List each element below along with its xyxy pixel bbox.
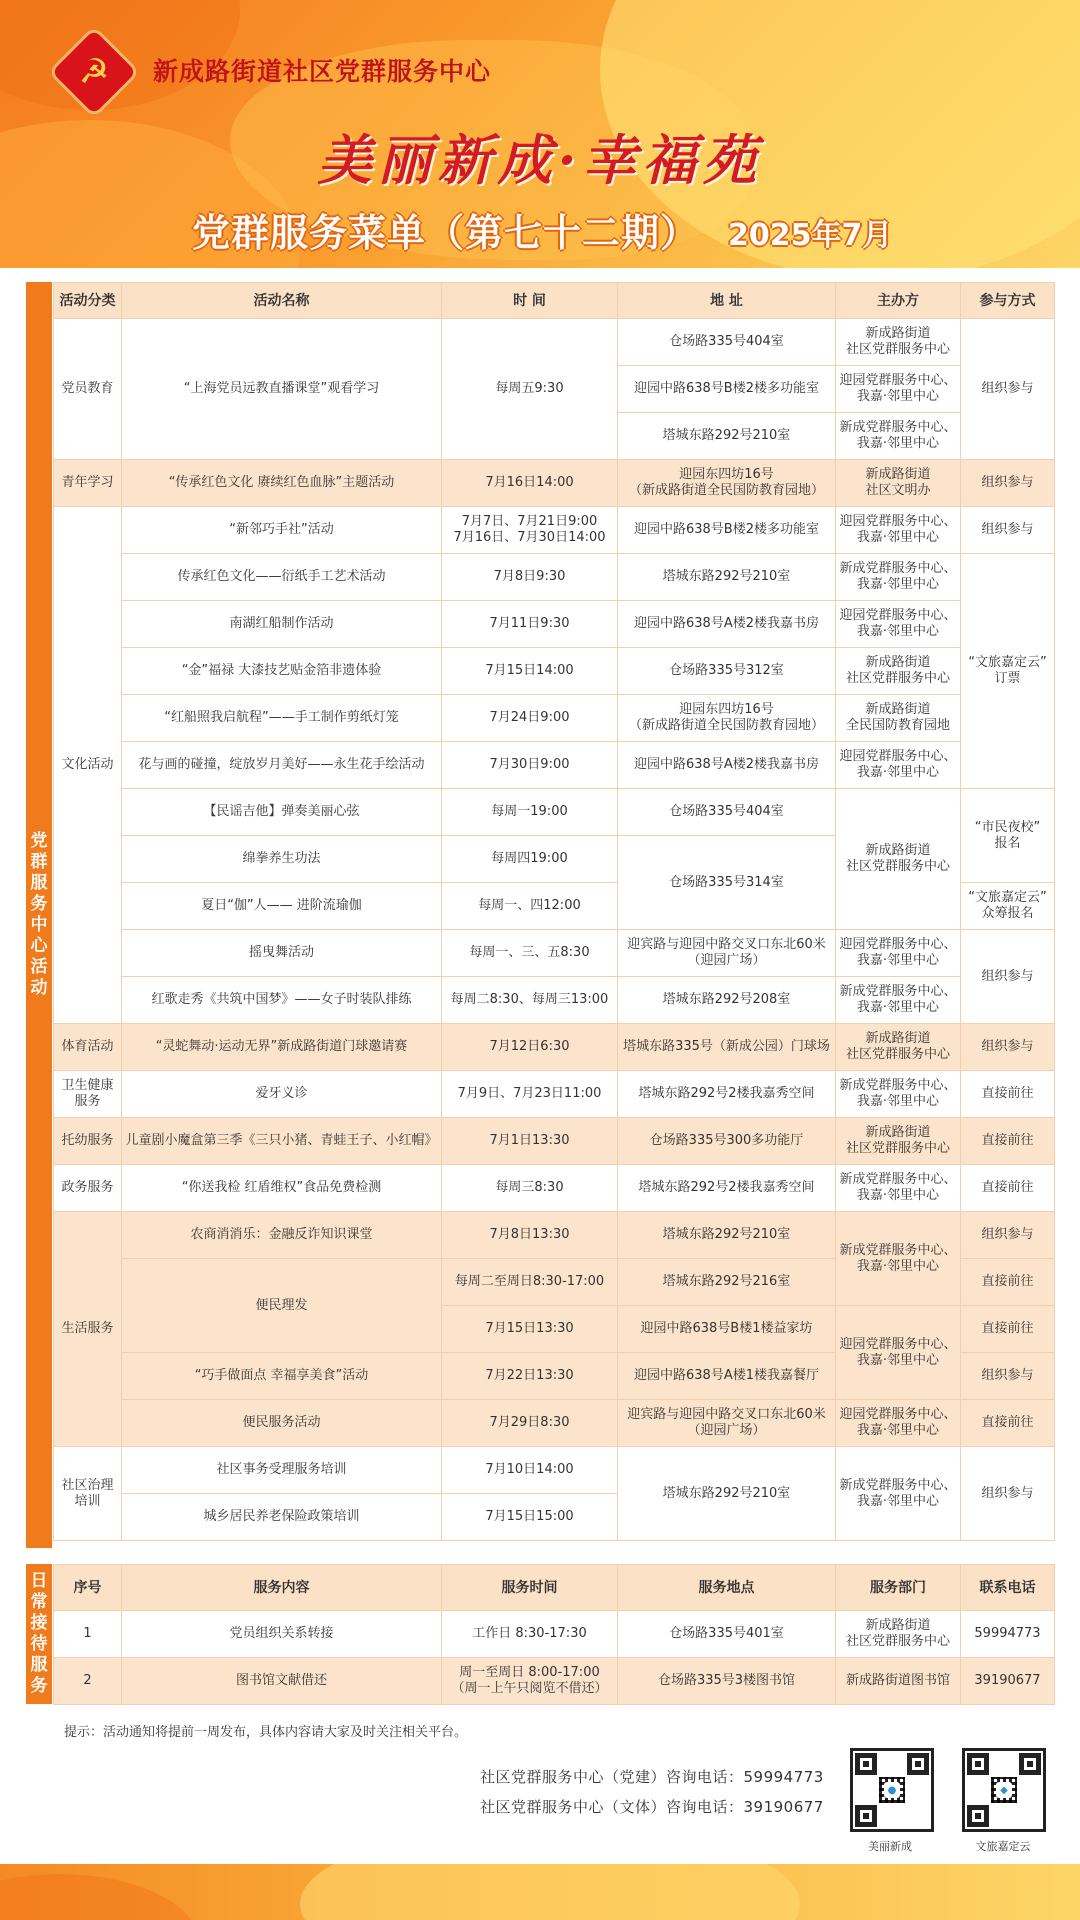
activity-time: 7月11日9:30 (442, 601, 618, 648)
activity-name: “红船照我启航程”——手工制作剪纸灯笼 (122, 695, 442, 742)
activity-address: 迎园中路638号B楼2楼多功能室 (618, 507, 836, 554)
category-cell: 政务服务 (54, 1165, 122, 1212)
participation-mode: “文旅嘉定云” 众筹报名 (961, 883, 1055, 930)
service-phone: 39190677 (961, 1658, 1055, 1705)
activity-name: “新邻巧手社”活动 (122, 507, 442, 554)
qr-finder (967, 1805, 989, 1827)
activity-address: 迎园中路638号A楼2楼我嘉书房 (618, 742, 836, 789)
activity-host: 新成党群服务中心、 我嘉·邻里中心 (836, 1212, 961, 1306)
daily-service-table (53, 1564, 1055, 1705)
participation-mode: 组织参与 (961, 507, 1055, 554)
participation-mode: 直接前往 (961, 1165, 1055, 1212)
activity-name: 绵拳养生功法 (122, 836, 442, 883)
participation-mode: 直接前往 (961, 1071, 1055, 1118)
participation-mode: 组织参与 (961, 1447, 1055, 1541)
table-row (54, 977, 1055, 1024)
participation-mode: 组织参与 (961, 460, 1055, 507)
hammer-sickle-icon: ☭ (78, 52, 110, 92)
participation-mode: “文旅嘉定云” 订票 (961, 554, 1055, 789)
activity-host: 迎园党群服务中心、 我嘉·邻里中心 (836, 1306, 961, 1400)
activity-host: 新成路街道 社区党群服务中心 (836, 1118, 961, 1165)
activity-time: 7月12日6:30 (442, 1024, 618, 1071)
qr-code-wenlv-jiading[interactable] (962, 1748, 1046, 1832)
participation-mode: 直接前往 (961, 1118, 1055, 1165)
table-row (54, 507, 1055, 554)
activity-host: 新成路街道 社区党群服务中心 (836, 319, 961, 366)
activity-address: 塔城东路292号216室 (618, 1259, 836, 1306)
activity-address: 迎园东四坊16号 （新成路街道全民国防教育园地） (618, 695, 836, 742)
qr-caption: 美丽新成 (868, 1840, 912, 1853)
participation-mode: 直接前往 (961, 1306, 1055, 1353)
table-row (54, 742, 1055, 789)
qr-finder (907, 1753, 929, 1775)
activity-time: 7月16日14:00 (442, 460, 618, 507)
activity-host: 新成路街道 社区党群服务中心 (836, 648, 961, 695)
activity-address: 仓场路335号404室 (618, 319, 836, 366)
service-number: 1 (54, 1611, 122, 1658)
service-number: 2 (54, 1658, 122, 1705)
activity-host: 新成路街道 社区党群服务中心 (836, 1024, 961, 1071)
table-row (54, 930, 1055, 977)
qr-finder (855, 1805, 877, 1827)
activities-section-label: 党 群 服 务 中 心 活 动 (26, 282, 52, 1548)
column-header: 地 址 (618, 283, 836, 319)
activity-address: 仓场路335号314室 (618, 836, 836, 930)
column-header: 主办方 (836, 283, 961, 319)
activity-host: 新成党群服务中心、 我嘉·邻里中心 (836, 413, 961, 460)
activity-name: 爱牙义诊 (122, 1071, 442, 1118)
activity-name: 花与画的碰撞，绽放岁月美好——永生花手绘活动 (122, 742, 442, 789)
category-cell: 社区治理培训 (54, 1447, 122, 1541)
table-row (54, 1118, 1055, 1165)
activity-time: 7月1日13:30 (442, 1118, 618, 1165)
participation-mode: 组织参与 (961, 319, 1055, 460)
table-row (54, 319, 1055, 366)
activities-table (53, 282, 1055, 1541)
participation-mode: 组织参与 (961, 930, 1055, 1024)
notice-tip: 提示：活动通知将提前一周发布，具体内容请大家及时关注相关平台。 (64, 1725, 468, 1740)
qr-logo-icon: ● (884, 1782, 900, 1798)
table-row (54, 1611, 1055, 1658)
column-header: 参与方式 (961, 283, 1055, 319)
banner-decoration (0, 1874, 200, 1920)
footer-banner (0, 1864, 1080, 1920)
activity-time: 每周四19:00 (442, 836, 618, 883)
activity-time: 7月15日14:00 (442, 648, 618, 695)
service-dept: 新成路街道 社区党群服务中心 (836, 1611, 961, 1658)
qr-caption: 文旅嘉定云 (975, 1840, 1031, 1853)
participation-mode: 组织参与 (961, 1353, 1055, 1400)
activity-name: 儿童剧小魔盒第三季《三只小猪、青蛙王子、小红帽》 (122, 1118, 442, 1165)
activity-name: 城乡居民养老保险政策培训 (122, 1494, 442, 1541)
category-cell: 文化活动 (54, 507, 122, 1024)
qr-logo-icon: ◆ (996, 1782, 1012, 1798)
qr-code-meili-xincheng[interactable] (850, 1748, 934, 1832)
activity-host: 新成路街道 社区文明办 (836, 460, 961, 507)
hotline-party: 社区党群服务中心（党建）咨询电话：59994773 (480, 1768, 824, 1786)
service-content: 党员组织关系转接 (122, 1611, 442, 1658)
qr-finder (1019, 1753, 1041, 1775)
service-dept: 新成路街道图书馆 (836, 1658, 961, 1705)
activity-name: 【民谣吉他】弹奏美丽心弦 (122, 789, 442, 836)
issue-date: 2025年7月 (728, 218, 893, 253)
table-row (54, 554, 1055, 601)
activity-time: 7月22日13:30 (442, 1353, 618, 1400)
activity-address: 塔城东路292号210室 (618, 1447, 836, 1541)
activity-address: 塔城东路292号2楼我嘉秀空间 (618, 1071, 836, 1118)
activity-address: 仓场路335号404室 (618, 789, 836, 836)
service-content: 图书馆文献借还 (122, 1658, 442, 1705)
table-row (54, 460, 1055, 507)
category-cell: 体育活动 (54, 1024, 122, 1071)
table-row (54, 1212, 1055, 1259)
category-cell: 卫生健康服务 (54, 1071, 122, 1118)
activity-time: 7月30日9:00 (442, 742, 618, 789)
activity-address: 塔城东路292号208室 (618, 977, 836, 1024)
service-place: 仓场路335号401室 (618, 1611, 836, 1658)
activity-address: 塔城东路292号210室 (618, 554, 836, 601)
banner-decoration (300, 1864, 800, 1920)
activity-name: 社区事务受理服务培训 (122, 1447, 442, 1494)
table-row (54, 1024, 1055, 1071)
activity-address: 迎园中路638号A楼2楼我嘉书房 (618, 601, 836, 648)
activity-address: 迎宾路与迎园中路交叉口东北60米 （迎园广场） (618, 930, 836, 977)
activity-host: 新成党群服务中心、 我嘉·邻里中心 (836, 1165, 961, 1212)
activity-name: 南湖红船制作活动 (122, 601, 442, 648)
activity-address: 塔城东路335号（新成公园）门球场 (618, 1024, 836, 1071)
activity-time: 每周二至周日8:30-17:00 (442, 1259, 618, 1306)
activity-time: 7月10日14:00 (442, 1447, 618, 1494)
activity-host: 新成路街道 全民国防教育园地 (836, 695, 961, 742)
column-header: 服务部门 (836, 1565, 961, 1611)
activity-name: 便民理发 (122, 1259, 442, 1353)
column-header: 序号 (54, 1565, 122, 1611)
activity-address: 仓场路335号300多功能厅 (618, 1118, 836, 1165)
table-row (54, 1447, 1055, 1494)
table-header-row (54, 1565, 1055, 1611)
activity-name: 农商消消乐：金融反诈知识课堂 (122, 1212, 442, 1259)
activity-address: 迎园中路638号B楼1楼益家坊 (618, 1306, 836, 1353)
activity-time: 每周三8:30 (442, 1165, 618, 1212)
category-cell: 青年学习 (54, 460, 122, 507)
activity-host: 迎园党群服务中心、 我嘉·邻里中心 (836, 930, 961, 977)
activity-name: 摇曳舞活动 (122, 930, 442, 977)
table-row (54, 1658, 1055, 1705)
activity-address: 迎宾路与迎园中路交叉口东北60米 （迎园广场） (618, 1400, 836, 1447)
category-cell: 托幼服务 (54, 1118, 122, 1165)
activity-host: 迎园党群服务中心、 我嘉·邻里中心 (836, 742, 961, 789)
activity-host: 迎园党群服务中心、 我嘉·邻里中心 (836, 1400, 961, 1447)
column-header: 服务地点 (618, 1565, 836, 1611)
activity-host: 新成党群服务中心、 我嘉·邻里中心 (836, 1071, 961, 1118)
activity-host: 迎园党群服务中心、 我嘉·邻里中心 (836, 601, 961, 648)
participation-mode: “市民夜校” 报名 (961, 789, 1055, 883)
table-row (54, 1400, 1055, 1447)
activity-name: “传承红色文化 赓续红色血脉”主题活动 (122, 460, 442, 507)
activity-time: 7月9日、7月23日11:00 (442, 1071, 618, 1118)
activity-time: 7月29日8:30 (442, 1400, 618, 1447)
activity-address: 仓场路335号312室 (618, 648, 836, 695)
participation-mode: 组织参与 (961, 1024, 1055, 1071)
column-header: 联系电话 (961, 1565, 1055, 1611)
activity-address: 迎园中路638号A楼1楼我嘉餐厅 (618, 1353, 836, 1400)
column-header: 活动名称 (122, 283, 442, 319)
activity-address: 迎园东四坊16号 （新成路街道全民国防教育园地） (618, 460, 836, 507)
activity-name: “灵蛇舞动·运动无界”新成路街道门球邀请赛 (122, 1024, 442, 1071)
activity-name: 夏日“伽”人—— 进阶流瑜伽 (122, 883, 442, 930)
activity-time: 7月24日9:00 (442, 695, 618, 742)
activity-address: 塔城东路292号2楼我嘉秀空间 (618, 1165, 836, 1212)
activity-address: 迎园中路638号B楼2楼多功能室 (618, 366, 836, 413)
activity-host: 新成党群服务中心、 我嘉·邻里中心 (836, 554, 961, 601)
participation-mode: 组织参与 (961, 1212, 1055, 1259)
table-row (54, 789, 1055, 836)
activity-time: 每周二8:30、每周三13:00 (442, 977, 618, 1024)
activity-time: 7月15日15:00 (442, 1494, 618, 1541)
participation-mode: 直接前往 (961, 1259, 1055, 1306)
activity-name: “你送我检 红盾维权”食品免费检测 (122, 1165, 442, 1212)
category-cell: 党员教育 (54, 319, 122, 460)
activity-name: 便民服务活动 (122, 1400, 442, 1447)
activity-host: 新成党群服务中心、 我嘉·邻里中心 (836, 1447, 961, 1541)
table-header-row (54, 283, 1055, 319)
table-row (54, 1071, 1055, 1118)
table-row (54, 601, 1055, 648)
column-header: 时 间 (442, 283, 618, 319)
activity-time: 每周一、三、五8:30 (442, 930, 618, 977)
hotline-culture: 社区党群服务中心（文体）咨询电话：39190677 (480, 1798, 824, 1816)
category-cell: 生活服务 (54, 1212, 122, 1447)
service-place: 仓场路335号3楼图书馆 (618, 1658, 836, 1705)
daily-section-label: 日 常 接 待 服 务 (26, 1564, 52, 1704)
activity-name: “金”福禄 大漆技艺贴金箔非遗体验 (122, 648, 442, 695)
activity-time: 每周五9:30 (442, 319, 618, 460)
activity-time: 每周一19:00 (442, 789, 618, 836)
activity-name: “巧手做面点 幸福享美食”活动 (122, 1353, 442, 1400)
qr-finder (855, 1753, 877, 1775)
activity-host: 新成路街道 社区党群服务中心 (836, 789, 961, 930)
header-banner (0, 0, 1080, 268)
activity-host: 迎园党群服务中心、 我嘉·邻里中心 (836, 366, 961, 413)
column-header: 服务内容 (122, 1565, 442, 1611)
slogan: 美丽新成·幸福苑 (317, 128, 763, 192)
participation-mode: 直接前往 (961, 1400, 1055, 1447)
activity-host: 新成党群服务中心、 我嘉·邻里中心 (836, 977, 961, 1024)
activity-address: 塔城东路292号210室 (618, 1212, 836, 1259)
service-time: 周一至周日 8:00-17:00 （周一上午只阅览不借还） (442, 1658, 618, 1705)
page-title: 党群服务菜单（第七十二期） (192, 211, 700, 255)
service-phone: 59994773 (961, 1611, 1055, 1658)
table-row (54, 695, 1055, 742)
activity-name: 传承红色文化——衍纸手工艺术活动 (122, 554, 442, 601)
activity-time: 7月15日13:30 (442, 1306, 618, 1353)
activity-name: “上海党员远教直播课堂”观看学习 (122, 319, 442, 460)
qr-finder (967, 1753, 989, 1775)
activity-time: 7月8日9:30 (442, 554, 618, 601)
activity-time: 7月8日13:30 (442, 1212, 618, 1259)
activity-address: 塔城东路292号210室 (618, 413, 836, 460)
column-header: 活动分类 (54, 283, 122, 319)
organization-name: 新成路街道社区党群服务中心 (153, 57, 492, 86)
column-header: 服务时间 (442, 1565, 618, 1611)
table-row (54, 648, 1055, 695)
service-time: 工作日 8:30-17:30 (442, 1611, 618, 1658)
activity-host: 迎园党群服务中心、 我嘉·邻里中心 (836, 507, 961, 554)
activity-time: 7月7日、7月21日9:00 7月16日、7月30日14:00 (442, 507, 618, 554)
activity-name: 红歌走秀《共筑中国梦》——女子时装队排练 (122, 977, 442, 1024)
table-row (54, 1165, 1055, 1212)
activity-time: 每周一、四12:00 (442, 883, 618, 930)
